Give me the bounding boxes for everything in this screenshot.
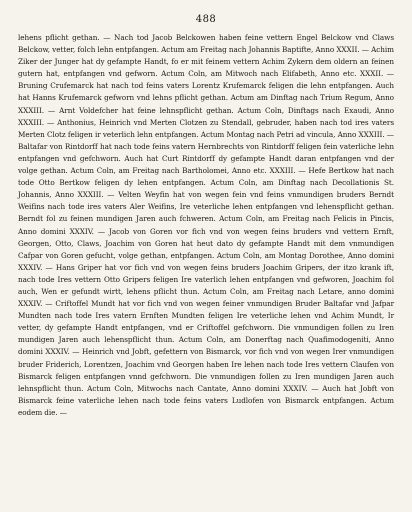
body-text: lehens pflicht gethan. — Nach tod Jacob Belckowen haben feine vettern Engel Belckow vnd Claws Belckow, vetter, folch lehn entpfangen. Actum am Freitag nach Johannis Baptifte, Anno XXXII. — Achim Ziker der Junger hat dy gefampte Handt, fo er mit feinem vettern Achim Zykern dem oldern an feinen gutern hat, entpfangen vnd gefworn. Actum Coln, am Mitwoch nach Elifabeth, Anno etc. XXXII. — Bruning Crufemarck hat nach tod feins vaters Lorentz Krufemarck feligen die lehn entpfangen. Auch hat Hanns Krufemarck gefworn vnd lehns pflicht gethan. Actum am Dinftag nach Trium Regum, Anno XXXIII. — Arnt Voldefcher hat feine lehnspflicht gethan. Actum Coln, Dinftags nach Exaudi, Anno XXXIII. — Anthonius, Heinrich vnd Merten Clotzen zu Stendall, gebruder, haben nach tod ires vaters Merten Clotz feligen ir veterlich lehn entpfangen. Actum Montag nach Petri ad vincula, Anno XXXIII. — Baltafar von Rintdorff hat nach tode feins vatern Hernbrechts von Rintdorff feligen fein vaterliche lehn entpfangen vnd gefchworn. Auch hat Curt Rintdorff dy gefampte Handt daran entpfangen vnd der volge gethan. Actum Coln, am Freitag nach Bartholomei, Anno etc. XXXIII. — Hefe Bertkow hat nach tode Otto Bertkow feligen dy lehen entpfangen. Actum Coln, am Dinftag nach Decollationis St. Johannis, Anno XXXIII. — Velten Weyfin hat von wegen fein vnd feins vnmundigen bruders Berndt Weifins nach tode ires vaters Aler Weifins, Ire veterliche lehen entpfangen vnd lehenspflicht gethan. Berndt fol zu feinen mundigen Jaren auch fchweren. Actum Coln, am Freitag nach Felicis in Pincis, Anno domini XXXIV. — Jacob von Goren vor fich vnd von wegen feins bruders vnd vettern Ernft, Georgen, Otto, Claws, Joachim von Goren hat heut dato dy gefampte Handt mit dem vnmundigen Cafpar von Goren gefucht, volge gethan, entpfangen. Actum Coln, am Montag Dorothee, Anno domini XXXIV. — Hans Griper hat vor fich vnd von wegen feins bruders Joachim Gripers, der itzo krank ift, nach tode Ires vettern Otto Gripers feligen Ire vaterlich lehen entpfangen vnd gefworen, Joachim fol auch, Wen er gefundt wirtt, lehens pflicht thun. Actum Coln, am Freitag nach Letare, anno domini XXXIV. — Criftoffel Mundt hat vor fich vnd von wegen feiner vnmundigen Bruder Baltafar vnd Jafpar Mundten nach tode Ires vatern Ernften Mundten feligen Ire veterliche lehen vnd Achim Mundt, Ir vetter, dy gefampte Handt entpfangen, vnd er Criftoffel gefchworn. Die vnmundigen follen zu Iren mundigen Jaren auch lehenspflicht thun. Actum Coln, am Donerftag nach Quafimodogeniti, Anno domini XXXIV. — Heinrich vnd Jobft, gefettern von Bismarck, vor fich vnd von wegen Irer vnmundigen bruder Friderich, Lorentzen, Joachim vnd Georgen haben Ire lehen nach tode Ires vettern Claufen von Bismarck feligen entpfangen vnnd gefchworn. Die vnmundigen follen zu Iren mundigen Jaren auch lehnspflicht thun. Actum Coln, Mitwochs nach Cantate, Anno domini XXXIV. — Auch hat Jobft von Bismarck feine vaterliche lehen nach tode feins vaters Ludlofen von Bismarck entpfangen. Actum eodem die. — [18, 33, 394, 417]
page-number: 488 [195, 14, 217, 25]
